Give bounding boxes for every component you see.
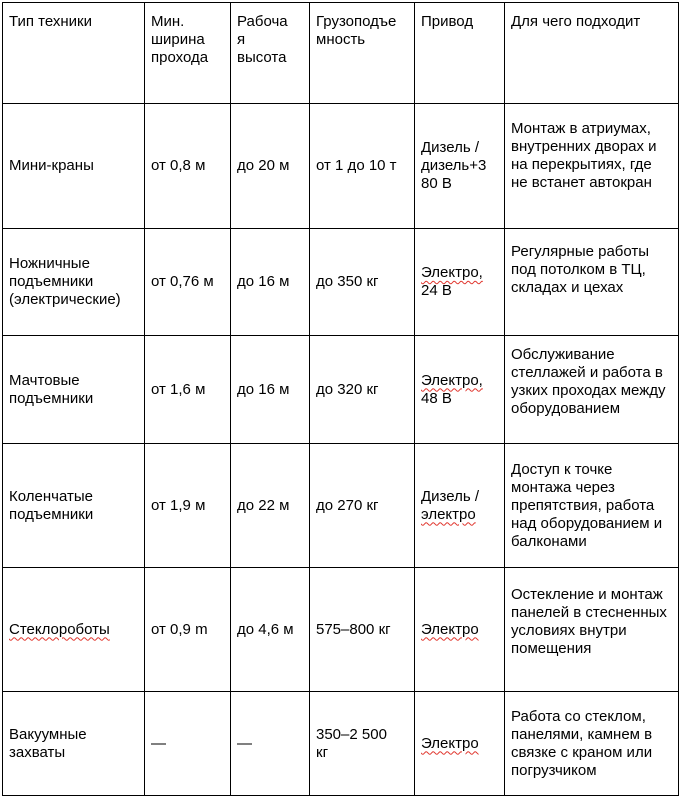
table-row [3,568,679,692]
cell-height: до 16 м [231,336,310,444]
cell-use: Обслуживание стеллажей и работа в узких проходах между оборудованием [505,336,679,444]
cell-width: от 0,8 м [145,104,231,229]
cell-type [3,568,145,692]
cell-capacity: от 1 до 10 т [310,104,415,229]
cell-drive-voltage: 48 В [421,389,452,407]
cell-drive-text: Электро [421,620,479,638]
header-capacity-text: Грузоподъе мность [316,13,397,48]
cell-drive-word: Электро, [421,371,483,389]
cell-type: Мини-краны [3,104,145,229]
cell-capacity-text: 350–2 500 кг [316,725,387,761]
cell-drive [415,336,505,444]
table-row [3,692,679,796]
cell-type: Ножничные подъемники (электрические) [3,229,145,336]
cell-height: до 22 м [231,444,310,568]
cell-use: Доступ к точке монтажа через препятствия, работа над оборудованием и балконами [505,444,679,568]
cell-width: от 1,6 м [145,336,231,444]
cell-capacity [310,692,415,796]
cell-type: Коленчатые подъемники [3,444,145,568]
header-width-text: Мин. ширина прохода [151,13,209,66]
cell-height: до 20 м [231,104,310,229]
header-row [3,3,679,104]
cell-height: до 4,6 м [231,568,310,692]
header-cell-capacity [310,3,415,104]
table-row [3,444,679,568]
cell-drive-word: Дизель / [421,487,479,505]
cell-drive-word: Электро, [421,264,483,281]
cell-use: Монтаж в атриумах, внутренних дворах и на перекрытиях, где не встанет автокран [505,104,679,229]
cell-drive-text: Электро [421,734,479,752]
header-cell-type: Тип техники [3,3,145,104]
cell-type: Вакуумные захваты [3,692,145,796]
equipment-table [2,2,679,796]
cell-type-text: Стеклороботы [9,620,110,638]
table-row [3,104,679,229]
cell-drive-text: Дизель / дизель+3 80 В [421,139,487,192]
cell-use: Остекление и монтаж панелей в стесненных условиях внутри помещения [505,568,679,692]
cell-width: от 1,9 м [145,444,231,568]
cell-capacity: до 350 кг [310,229,415,336]
cell-width: от 0,76 м [145,229,231,336]
cell-capacity: до 270 кг [310,444,415,568]
cell-use: Работа со стеклом, панелями, камнем в связке с краном или погрузчиком [505,692,679,796]
cell-drive-voltage: 24 В [421,282,452,299]
cell-width: — [145,692,231,796]
cell-drive [415,104,505,229]
header-cell-drive: Привод [415,3,505,104]
cell-drive [415,229,505,336]
cell-drive [415,692,505,796]
cell-capacity: 575–800 кг [310,568,415,692]
cell-height: до 16 м [231,229,310,336]
header-cell-use: Для чего подходит [505,3,679,104]
table-row [3,336,679,444]
cell-width: от 0,9 m [145,568,231,692]
cell-drive [415,568,505,692]
cell-use: Регулярные работы под потолком в ТЦ, складах и цехах [505,229,679,336]
cell-drive-electro: электро [421,505,476,523]
cell-type: Мачтовые подъемники [3,336,145,444]
cell-drive [415,444,505,568]
header-cell-height [231,3,310,104]
table-row [3,229,679,336]
cell-height: — [231,692,310,796]
cell-capacity: до 320 кг [310,336,415,444]
header-height-text: Рабоча я высота [237,13,288,66]
header-cell-width [145,3,231,104]
